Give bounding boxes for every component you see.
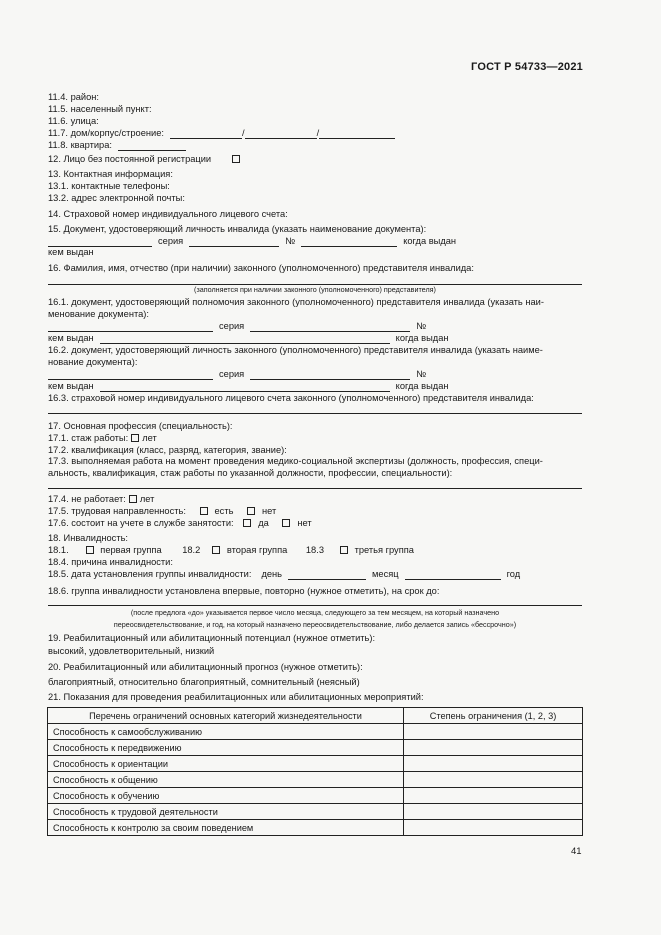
rep-snils-line[interactable] <box>48 413 582 414</box>
disability-term-line[interactable] <box>48 605 582 606</box>
field-phones[interactable]: 13.1. контактные телефоны: <box>48 181 170 191</box>
disability-group-row: 18.1. первая группа 18.2 вторая группа 18.3 третья группа <box>48 545 414 555</box>
field-street[interactable]: 11.6. улица: <box>48 116 99 126</box>
field-current-work[interactable]: альность, квалификация, стаж работы по указанной должности, профессии, специальности): <box>48 468 453 478</box>
table-header-row <box>48 708 583 724</box>
disability-term-heading: 18.6. группа инвалидности установлена впервые, повторно (нужное отметить), на срок до: <box>48 586 440 596</box>
table-row: Способность к передвижению <box>48 740 583 756</box>
limitations-table <box>47 707 583 836</box>
work-experience-box[interactable] <box>131 434 139 442</box>
id-document-issuer[interactable]: кем выдан <box>48 247 94 257</box>
employment-service-yes-checkbox[interactable] <box>243 519 251 527</box>
employment-service-no-checkbox[interactable] <box>282 519 290 527</box>
field-qualification[interactable]: 17.2. квалификация (класс, разряд, категория, звание): <box>48 445 287 455</box>
standard-header: ГОСТ Р 54733—2021 <box>471 61 583 73</box>
page-number: 41 <box>571 846 582 857</box>
field-profession[interactable]: 17. Основная профессия (специальность): <box>48 421 233 431</box>
disability-heading: 18. Инвалидность: <box>48 533 129 543</box>
prognosis-options[interactable]: благоприятный, относительно благоприятный, сомнительный (неясный) <box>48 677 360 687</box>
table-row: Способность к контролю за своим поведением <box>48 820 583 836</box>
group1-checkbox[interactable] <box>86 546 94 554</box>
table-row: Способность к трудовой деятельности <box>48 804 583 820</box>
work-experience-row: 17.1. стаж работы: лет <box>48 433 157 443</box>
group3-checkbox[interactable] <box>340 546 348 554</box>
field-disability-cause[interactable]: 18.4. причина инвалидности: <box>48 557 173 567</box>
representative-heading: 16. Фамилия, имя, отчество (при наличии) законного (уполномоченного) представителя инвалида: <box>48 263 474 273</box>
table-row: Способность к самообслуживанию <box>48 724 583 740</box>
not-working-row: 17.4. не работает: лет <box>48 494 155 504</box>
contacts-heading: 13. Контактная информация: <box>48 169 173 179</box>
rep-id-doc-issuer[interactable]: кем выдан когда выдан <box>48 381 449 391</box>
table-row: Способность к обучению <box>48 788 583 804</box>
labor-orientation-row: 17.5. трудовая направленность: есть нет <box>48 506 277 516</box>
column-header: Перечень ограничений основных категорий жизнедеятельности <box>48 708 404 724</box>
table-row: Способность к общению <box>48 772 583 788</box>
rep-id-doc-details[interactable]: серия № <box>48 369 582 380</box>
field-email[interactable]: 13.2. адрес электронной почты: <box>48 193 185 203</box>
id-document-details[interactable]: серия № когда выдан <box>48 236 582 247</box>
id-document-heading: 15. Документ, удостоверяющий личность инвалида (указать наименование документа): <box>48 224 427 234</box>
field-apartment[interactable]: 11.8. квартира: <box>48 140 582 151</box>
rep-authority-doc-details[interactable]: серия № <box>48 321 582 332</box>
rep-authority-doc-issuer[interactable]: кем выдан когда выдан <box>48 333 449 343</box>
employment-service-row: 17.6. состоит на учете в службе занятости: да нет <box>48 518 312 528</box>
labor-orientation-no-checkbox[interactable] <box>247 507 255 515</box>
field-settlement[interactable]: 11.5. населенный пункт: <box>48 104 152 114</box>
potential-options[interactable]: высокий, удовлетворительный, низкий <box>48 646 215 656</box>
not-working-box[interactable] <box>129 495 137 503</box>
table-row: Способность к ориентации <box>48 756 583 772</box>
field-district[interactable]: 11.4. район: <box>48 92 99 102</box>
no-registration-row: 12. Лицо без постоянной регистрации <box>48 154 582 165</box>
form-page: ГОСТ Р 54733—2021 11.4. район: 11.5. населенный пункт: 11.6. улица: 11.7. дом/корпус/строение: / / 11.8. квартира: 12. Лицо без постоянной регистрации 13. Контактная информация: 13.1. контактные телефоны: 13.2. адрес электронной почты: 14. Страховой номер индивидуального лицевого счета: 15. Документ, удостоверяющий личность инвалида (указать наименование документа): серия № когда выдан кем выдан 16. Фамилия, имя, отчество (при наличии) законного (уполномоченного) представителя инвалида: (заполняется при наличии законного (уполномоченного) представителя) 16.1. документ, удостоверяющий полномочия законного (уполномоченного) представителя инвалида (указать наи- менование документа): серия № кем выдан когда выдан 16.2. документ, удостоверяющий личность законного (уполномоченного) представителя инвалида (указать наиме- нование документа): серия № кем выдан когда выдан 16.3. страховой номер индивидуального лицевого счета законного (уполномоченного) представителя инвалида: 17. Основная профессия (специальность): 17.1. стаж работы: лет 17.2. квалификация (класс, разряд, категория, звание): 17.3. выполняемая работа на момент проведения медико-социальной экспертизы (должность, профессия, специ- альность, квалификация, стаж работы по указанной должности, профессии, специальности): 17.4. не работает: лет 17.5. трудовая направленность: есть нет 17.6. состоит на учете в службе занятости: да нет 18. Инвалидность: 18.1. первая группа 18.2 вторая группа 18.3 третья группа 18.4. причина инвалидности: 18.5. дата установления группы инвалидности: день месяц год 18.6. группа инвалидности установлена впервые, повторно (нужное отметить), на срок до: (после предлога «до» указывается первое число месяца, следующего за тем месяцем, на который назначено переосвидетельствование, и год, на который назначено переосвидетельствование, либо делается запись «бессрочно») 19. Реабилитационный или абилитационный потенциал (нужное отметить): высокий, удовлетворительный, низкий 20. Реабилитационный или абилитационный прогноз (нужное отметить): благоприятный, относительно благоприятный, сомнительный (неясный) 21. Показания для проведения реабилитационных или абилитационных мероприятий: Перечень ограничений основных категорий жизнедеятельности Степень ограничения (1, 2, 3) Способность к самообслуживанию Способность к передвижению Способность к ориентации Способность к общению Способность к обучению Способность к трудовой деятельности Способность к контролю за своим поведением 41 <box>0 0 661 935</box>
column-header: Степень ограничения (1, 2, 3) <box>404 708 583 724</box>
field-snils[interactable]: 14. Страховой номер индивидуального лицевого счета: <box>48 209 288 219</box>
field-disability-date[interactable]: 18.5. дата установления группы инвалидности: день месяц год <box>48 569 521 579</box>
labor-orientation-yes-checkbox[interactable] <box>200 507 208 515</box>
group2-checkbox[interactable] <box>212 546 220 554</box>
no-registration-checkbox[interactable] <box>232 155 240 163</box>
representative-caption: (заполняется при наличии законного (уполномоченного) представителя) <box>194 285 436 294</box>
field-house[interactable]: 11.7. дом/корпус/строение: / / <box>48 128 582 139</box>
